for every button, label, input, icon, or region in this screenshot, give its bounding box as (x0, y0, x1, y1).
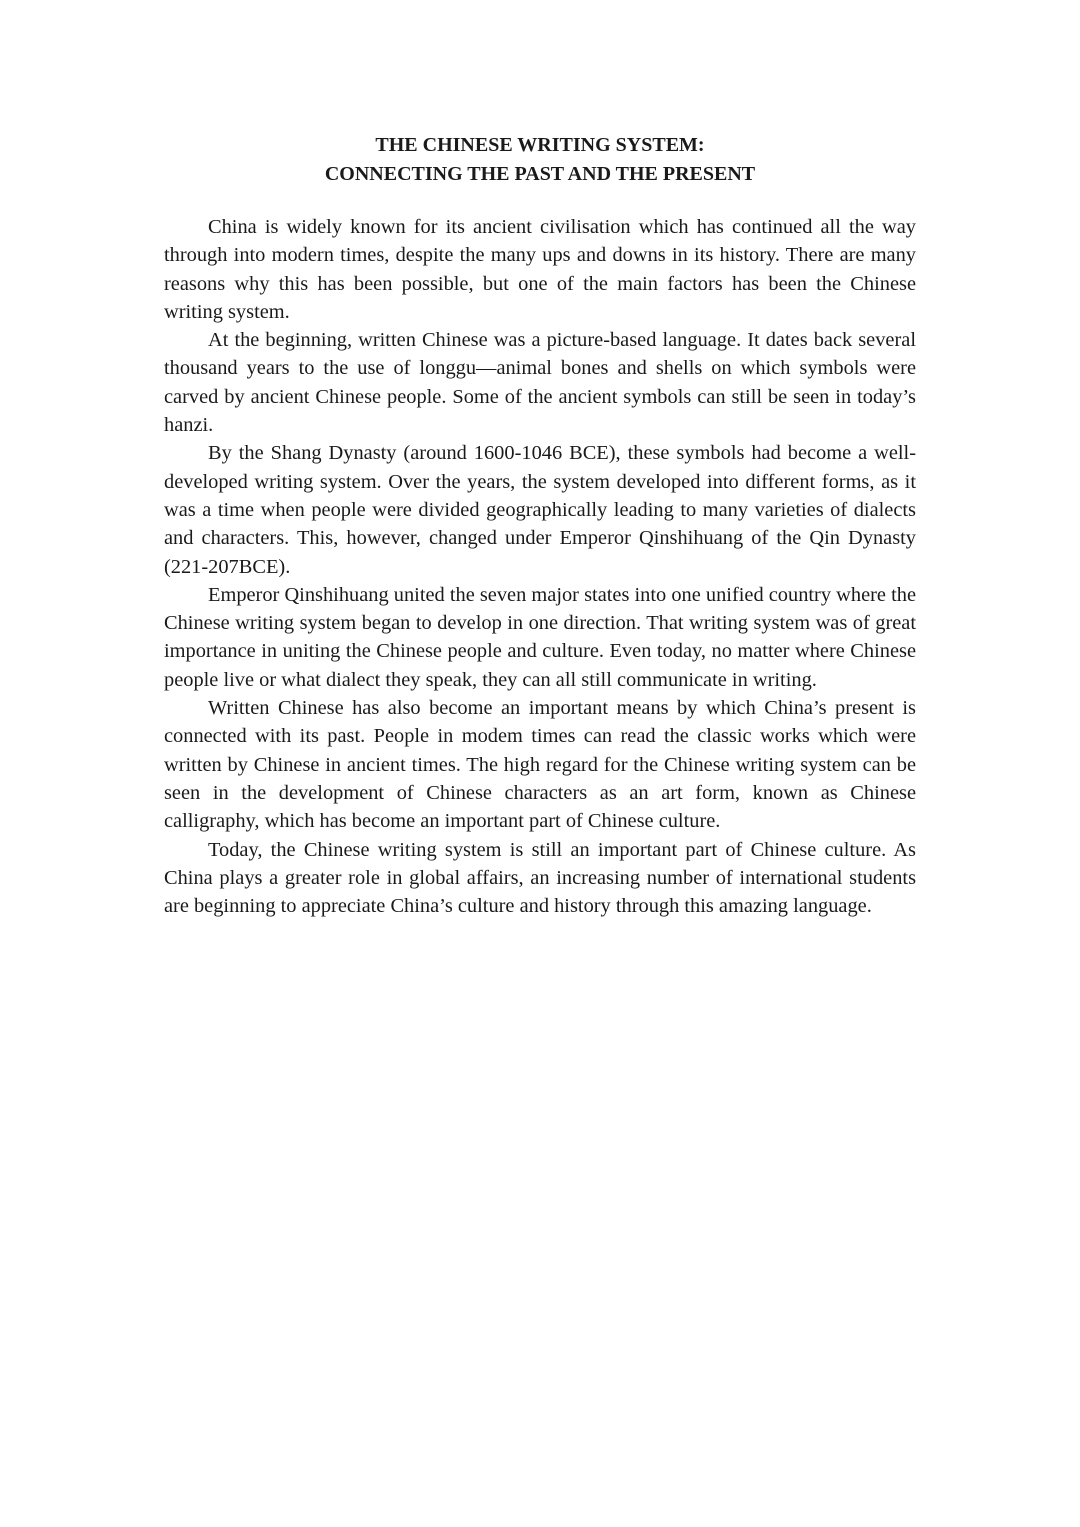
paragraph-1: China is widely known for its ancient civilisation which has continued all the way through into modern times, despite the many ups and downs in its history. There are many reasons why this has been possible, but one of the main factors has been the Chinese writing system. (164, 216, 916, 323)
page-title (164, 131, 916, 189)
document-page (164, 131, 916, 920)
paragraph-6: Today, the Chinese writing system is still an important part of Chinese culture. As China plays a greater role in global affairs, an increasing number of international students are beginning to appreciate China’s culture and history through this amazing language. (164, 838, 916, 918)
paragraph-4: Emperor Qinshihuang united the seven major states into one unified country where the Chinese writing system began to develop in one direction. That writing system was of great importance in uniting the Chinese people and culture. Even today, no matter where Chinese people live or what dialect they speak, they can all still communicate in writing. (164, 583, 916, 691)
title-line-2: CONNECTING THE PAST AND THE PRESENT (324, 163, 756, 185)
paragraph-3: By the Shang Dynasty (around 1600-1046 BCE), these symbols had become a well-developed writing system. Over the years, the system developed into different forms, as it was a time when people were divided geographically leading to many varieties of dialects and characters. This, however, changed under Emperor Qinshihuang of the Qin Dynasty (221-207BCE). (164, 442, 916, 578)
paragraph-5: Written Chinese has also become an important means by which China’s present is connected with its past. People in modem times can read the classic works which were written by Chinese in ancient times. The high regard for the Chinese writing system can be seen in the development of Chinese characters as an art form, known as Chinese calligraphy, which has become an important part of Chinese culture. (164, 697, 916, 833)
article-body (164, 213, 916, 920)
title-line-1: THE CHINESE WRITING SYSTEM: (375, 134, 705, 156)
paragraph-2: At the beginning, written Chinese was a picture-based language. It dates back several thousand years to the use of longgu—animal bones and shells on which symbols were carved by ancient Chinese people. Some of the ancient symbols can still be seen in today’s hanzi. (164, 329, 916, 437)
